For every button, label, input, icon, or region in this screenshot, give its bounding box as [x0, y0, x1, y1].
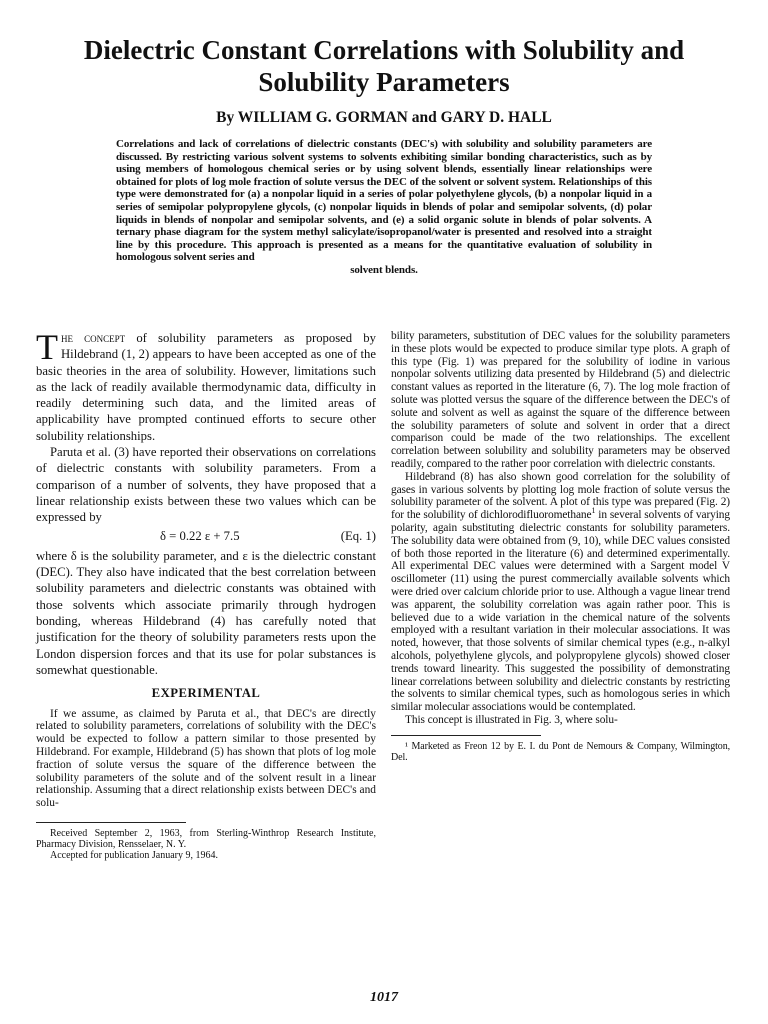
received-note: Received September 2, 1963, from Sterling-Winthrop Research Institute, Pharmacy Division, Rensselaer, N. Y.: [36, 827, 376, 851]
footnote-divider: [36, 822, 186, 823]
author-byline: By WILLIAM G. GORMAN and GARY D. HALL: [216, 109, 552, 126]
abstract: [116, 138, 652, 277]
equation-formula: δ = 0.22 ε + 7.5: [160, 528, 240, 543]
page-number: 1017: [370, 990, 398, 1005]
footnote-marker: 1: [591, 506, 596, 516]
paragraph: Paruta et al. (3) have reported their observations on correlations of dielectric constants with solubility parameters. From a comparison of a number of solvents, they have proposed that a linear relationship exists between these two values which can be expressed by: [36, 445, 376, 525]
equation-label: (Eq. 1): [340, 528, 376, 543]
intro-paragraph: [36, 327, 376, 444]
section-heading-experimental: EXPERIMENTAL: [151, 686, 261, 701]
footnote: ¹ Marketed as Freon 12 by E. I. du Pont de Nemours & Company, Wilmington, Del.: [391, 740, 730, 763]
article-title: Dielectric Constant Correlations with Solubility and Solubility Parameters: [83, 35, 685, 97]
paragraph: If we assume, as claimed by Paruta et al., that DEC's are directly related to solubility parameters, correlations of solubility with the DEC's would be expected to follow a pattern similar to those presented by Hildebrand. For example, Hildebrand (5) has shown that plots of log mole fraction of solute versus the square of the difference between the solubility parameters of the solute and of the solvent result in a linear relationship. Assuming that a direct relationship exists between DEC's and solu-: [36, 707, 376, 810]
equation-1: [36, 528, 376, 544]
intro-text: of solubility parameters as proposed by Hildebrand (1, 2) appears to have been accepted as one of the basic theories in the area of solubility. However, limitations such as the lack of readily available thermodynamic data, difficulty in readily determining such data, and the limited areas of applicability have prompted continued efforts to secure other solubility relationships.: [36, 331, 376, 443]
right-column: [391, 330, 730, 763]
drop-cap: T: [36, 327, 58, 367]
paragraph: bility parameters, substitution of DEC values for the solubility parameters in these plots would be expected to produce similar type plots. A graph of this type (Fig. 1) was prepared for the solubility of iodine in various nonpolar solvents utilizing data presented by Hildebrand (5) and dielectric constant values as reported in the literature (6, 7). The log mole fraction of solute was plotted versus the square of the difference between the DEC's of solute and solvent as well as against the square of the difference between the solubility parameters of solute and solvent in order that a direct comparison could be made of the two relationships. The excellent correlation between solubility and solubility parameters may be observed readily, compared to the rather poor correlation with dielectric constants.: [391, 330, 730, 470]
left-column: [36, 327, 376, 862]
paragraph-text: Hildebrand (8) has also shown good correlation for the solubility of gases in various solvents by plotting log mole fraction of solute versus the solubility parameter of the solvent. A plot of this type was prepared (Fig. 2) for the solubility of dichlorodifluoromethane: [391, 470, 730, 522]
accepted-note: Accepted for publication January 9, 1964.: [50, 850, 219, 862]
paragraph: [391, 471, 730, 714]
paragraph: where δ is the solubility parameter, and ε is the dielectric constant (DEC). They also have indicated that the best correlation between solubility parameters and dielectric constants was obtained with those solvents which associate primarily through hydrogen bonding, whereas Hildebrand (4) has carefully noted that justification for the theory of solubility parameters rests upon the London dispersion forces and that its use for polar substances is somewhat questionable.: [36, 548, 376, 677]
paragraph-text: in several solvents of varying polarity, again substituting dielectric constants for solubility parameters. The solubility data were obtained from (9, 10), while DEC values consisted of both those reported in the literature (6) and determined experimentally. All experimental DEC values were determined with a Sargent model V oscillometer (11) using the purest commercially available solvents which were dried over calcium chloride prior to use. Although a vague linear trend was apparent, the solubility correlation was again rather poor. This is believed due to a wide variation in the chemical nature of the solvents employed with a resultant variation in their molecular associations. It was noted, however, that those solvents of similar chemical types (e.g., n-alkyl alcohols, polyethylene glycols, and polypropylene glycols) showed closer trends toward linearity. This suggested the possibility of demonstrating linear correlations between solubility and dielectric constants by restricting the solvents to similar chemical types, such as homologous series in which similar molecular associations would be contemplated.: [391, 509, 731, 714]
abstract-text: Correlations and lack of correlations of dielectric constants (DEC's) with solubility and solubility parameters are discussed. By restricting various solvent systems to solvents exhibiting similar bonding characteristics, such as by using members of homologous chemical series or by using solvent blends, essentially linear relationships were obtained for plots of log mole fraction of solute versus the DEC of the solvent or solvent system. Relationships of this type were demonstrated for (a) a nonpolar liquid in a series of polar polyethylene glycols, (b) a nonpolar liquid in a series of semipolar polypropylene glycols, (c) nonpolar liquids in blends of polar and semipolar solvents, (d) polar liquids in blends of nonpolar and semipolar solvents, and (e) a solid organic solute in blends of polar solvents. A ternary phase diagram for the system methyl salicylate/isopropanol/water is presented and resolved into a straight line by this procedure. This approach is presented as a means for the quantitative evaluation of solubility in homologous solvent series and: [116, 138, 652, 264]
footnote-divider: [391, 735, 541, 736]
intro-smallcaps: he concept: [61, 331, 126, 345]
paragraph: This concept is illustrated in Fig. 3, where solu-: [405, 713, 618, 726]
abstract-last-line: solvent blends.: [350, 263, 418, 276]
